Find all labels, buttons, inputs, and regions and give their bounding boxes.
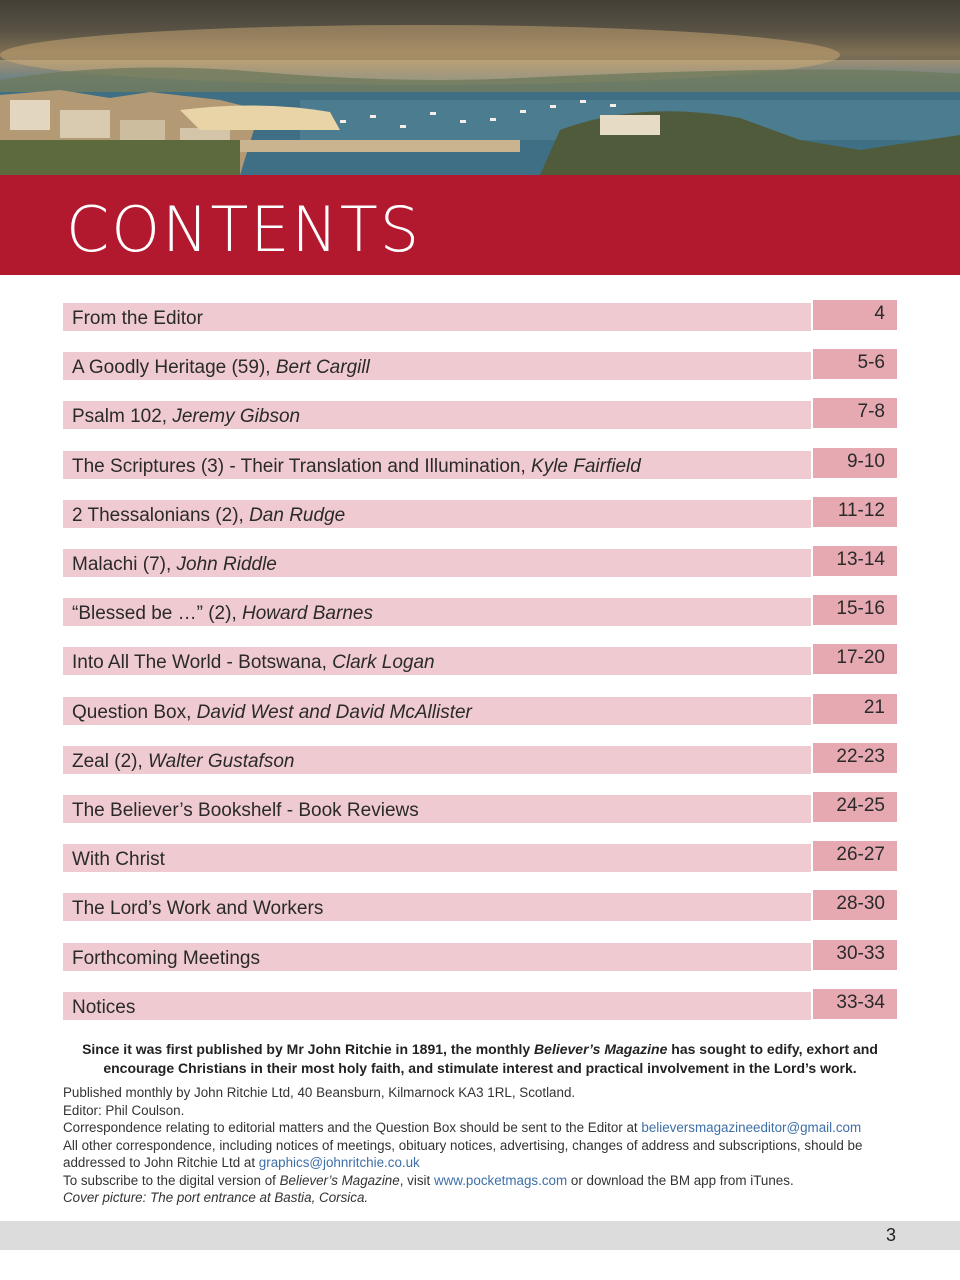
- toc-article-title: 2 Thessalonians (2),: [72, 505, 250, 526]
- toc-page-number: 4: [874, 303, 885, 324]
- toc-row[interactable]: [63, 300, 897, 331]
- toc-row[interactable]: [63, 989, 897, 1020]
- toc-page-number: 21: [863, 697, 885, 718]
- toc-page-number: 33-34: [836, 992, 885, 1013]
- toc-row[interactable]: [63, 349, 897, 380]
- subscribe-magazine-name: Believer’s Magazine: [279, 1172, 400, 1188]
- toc-row[interactable]: [63, 448, 897, 479]
- page-footer: [0, 1221, 960, 1250]
- toc-page-bar: [813, 694, 897, 724]
- toc-title-bar: [63, 795, 811, 823]
- toc-title-bar: [63, 598, 811, 626]
- toc-article-title: Malachi (7),: [72, 554, 177, 575]
- toc-row[interactable]: [63, 743, 897, 774]
- toc-page-bar: [813, 644, 897, 674]
- toc-author: Walter Gustafson: [148, 751, 295, 772]
- subscribe-text-mid: , visit: [399, 1172, 434, 1188]
- toc-entry-title: [72, 948, 260, 970]
- cover-photo: [0, 0, 960, 175]
- toc-article-title: Forthcoming Meetings: [72, 948, 260, 969]
- toc-article-title: “Blessed be …” (2),: [72, 603, 242, 624]
- blurb-text-before: Since it was first published by Mr John Ritchie in 1891, the monthly: [82, 1041, 535, 1057]
- toc-entry-title: [72, 603, 373, 625]
- contents-banner: [0, 175, 960, 275]
- toc-title-bar: [63, 992, 811, 1020]
- toc-author: Bert Cargill: [275, 357, 370, 378]
- toc-page-number: 17-20: [836, 647, 885, 668]
- toc-page-number: 9-10: [846, 451, 885, 472]
- toc-row[interactable]: [63, 694, 897, 725]
- toc-article-title: Question Box,: [72, 702, 197, 723]
- toc-entry-title: [72, 308, 203, 330]
- toc-author: David West and David McAllister: [196, 702, 472, 723]
- toc-row[interactable]: [63, 595, 897, 626]
- toc-title-bar: [63, 943, 811, 971]
- toc-title-bar: [63, 549, 811, 577]
- editor-line: Editor: Phil Coulson.: [63, 1102, 185, 1118]
- toc-entry-title: [72, 456, 641, 478]
- toc-row[interactable]: [63, 792, 897, 823]
- toc-page-bar: [813, 497, 897, 527]
- editorial-correspondence: [63, 1119, 903, 1137]
- toc-row[interactable]: [63, 497, 897, 528]
- subscribe-line: [63, 1172, 903, 1190]
- toc-title-bar: [63, 303, 811, 331]
- toc-page-bar: [813, 841, 897, 871]
- toc-row[interactable]: [63, 890, 897, 921]
- toc-page-number: 22-23: [836, 746, 885, 767]
- toc-entry-title: [72, 849, 165, 871]
- subscribe-text-after: or download the BM app from iTunes.: [567, 1172, 794, 1188]
- toc-title-bar: [63, 746, 811, 774]
- toc-page-number: 15-16: [836, 598, 885, 619]
- toc-page-number: 5-6: [857, 352, 885, 373]
- toc-article-title: Notices: [72, 997, 136, 1018]
- toc-title-bar: [63, 697, 811, 725]
- toc-author: John Riddle: [176, 554, 277, 575]
- other-correspondence-text: All other correspondence, including notices of meetings, obituary notices, advertising, changes of address and subscriptions, should be addressed to John Ritchie Ltd at: [63, 1137, 863, 1170]
- toc-page-bar: [813, 595, 897, 625]
- toc-page-bar: [813, 546, 897, 576]
- toc-author: Jeremy Gibson: [172, 406, 301, 427]
- toc-title-bar: [63, 647, 811, 675]
- toc-entry-title: [72, 800, 419, 822]
- toc-entry-title: [72, 554, 277, 576]
- toc-page-bar: [813, 349, 897, 379]
- toc-author: Dan Rudge: [249, 505, 346, 526]
- blurb-magazine-name: Believer’s Magazine: [534, 1041, 668, 1057]
- toc-row[interactable]: [63, 940, 897, 971]
- toc-page-bar: [813, 743, 897, 773]
- toc-row[interactable]: [63, 398, 897, 429]
- publisher-address: Published monthly by John Ritchie Ltd, 40 Beansburn, Kilmarnock KA3 1RL, Scotland.: [63, 1085, 576, 1100]
- toc-page-number: 24-25: [836, 795, 885, 816]
- toc-title-bar: [63, 451, 811, 479]
- toc-page-number: 28-30: [836, 893, 885, 914]
- toc-article-title: The Believer’s Bookshelf - Book Reviews: [72, 800, 419, 821]
- toc-article-title: From the Editor: [72, 308, 203, 329]
- toc-author: Kyle Fairfield: [531, 456, 641, 477]
- toc-entry-title: [72, 357, 370, 379]
- blurb-text-after: has sought to edify, exhort and encourage Christians in their most holy faith, and stimulate interest and practical involvement in the Lord’s work.: [103, 1041, 878, 1076]
- harbour-photo-illustration: [0, 0, 960, 175]
- toc-article-title: A Goodly Heritage (59),: [72, 357, 276, 378]
- pocketmags-link[interactable]: www.pocketmags.com: [433, 1172, 568, 1188]
- editor-email-link[interactable]: believersmagazineeditor@gmail.com: [641, 1120, 862, 1135]
- toc-entry-title: [72, 898, 323, 920]
- toc-page-bar: [813, 300, 897, 330]
- toc-entry-title: [72, 702, 472, 724]
- toc-entry-title: [72, 406, 300, 428]
- toc-entry-title: [72, 505, 345, 527]
- toc-article-title: Into All The World - Botswana,: [72, 652, 333, 673]
- editorial-correspondence-text: Correspondence relating to editorial matters and the Question Box should be sent to the Editor at: [63, 1120, 642, 1135]
- magazine-blurb: [70, 1040, 890, 1078]
- toc-article-title: The Scriptures (3) - Their Translation and Illumination,: [72, 456, 532, 477]
- toc-author: Howard Barnes: [242, 603, 373, 624]
- toc-page-bar: [813, 448, 897, 478]
- toc-page-bar: [813, 890, 897, 920]
- other-correspondence: [63, 1137, 903, 1172]
- toc-title-bar: [63, 500, 811, 528]
- toc-page-number: 30-33: [836, 943, 885, 964]
- page-number: 3: [885, 1225, 896, 1245]
- toc-title-bar: [63, 844, 811, 872]
- toc-row[interactable]: [63, 841, 897, 872]
- toc-page-number: 7-8: [857, 401, 885, 422]
- cover-picture-caption: Cover picture: The port entrance at Bastia, Corsica.: [63, 1190, 369, 1205]
- toc-author: Clark Logan: [332, 652, 435, 673]
- toc-article-title: With Christ: [72, 849, 165, 870]
- toc-article-title: Zeal (2),: [72, 751, 149, 772]
- toc-title-bar: [63, 352, 811, 380]
- subscribe-text-before: To subscribe to the digital version of: [63, 1172, 280, 1188]
- toc-entry-title: [72, 652, 435, 674]
- toc-page-bar: [813, 940, 897, 970]
- toc-page-bar: [813, 792, 897, 822]
- toc-entry-title: [72, 997, 135, 1019]
- toc-title-bar: [63, 893, 811, 921]
- toc-article-title: The Lord’s Work and Workers: [72, 898, 324, 919]
- toc-row[interactable]: [63, 644, 897, 675]
- toc-page-number: 26-27: [836, 844, 885, 865]
- toc-entry-title: [72, 751, 294, 773]
- publisher-info: [63, 1084, 903, 1207]
- toc-page-bar: [813, 989, 897, 1019]
- toc-article-title: Psalm 102,: [72, 406, 173, 427]
- toc-row[interactable]: [63, 546, 897, 577]
- toc-title-bar: [63, 401, 811, 429]
- page-title: CONTENTS: [66, 193, 422, 266]
- toc-page-number: 13-14: [836, 549, 885, 570]
- graphics-email-link[interactable]: graphics@johnritchie.co.uk: [258, 1155, 420, 1170]
- toc-page-bar: [813, 398, 897, 428]
- toc-page-number: 11-12: [837, 500, 885, 521]
